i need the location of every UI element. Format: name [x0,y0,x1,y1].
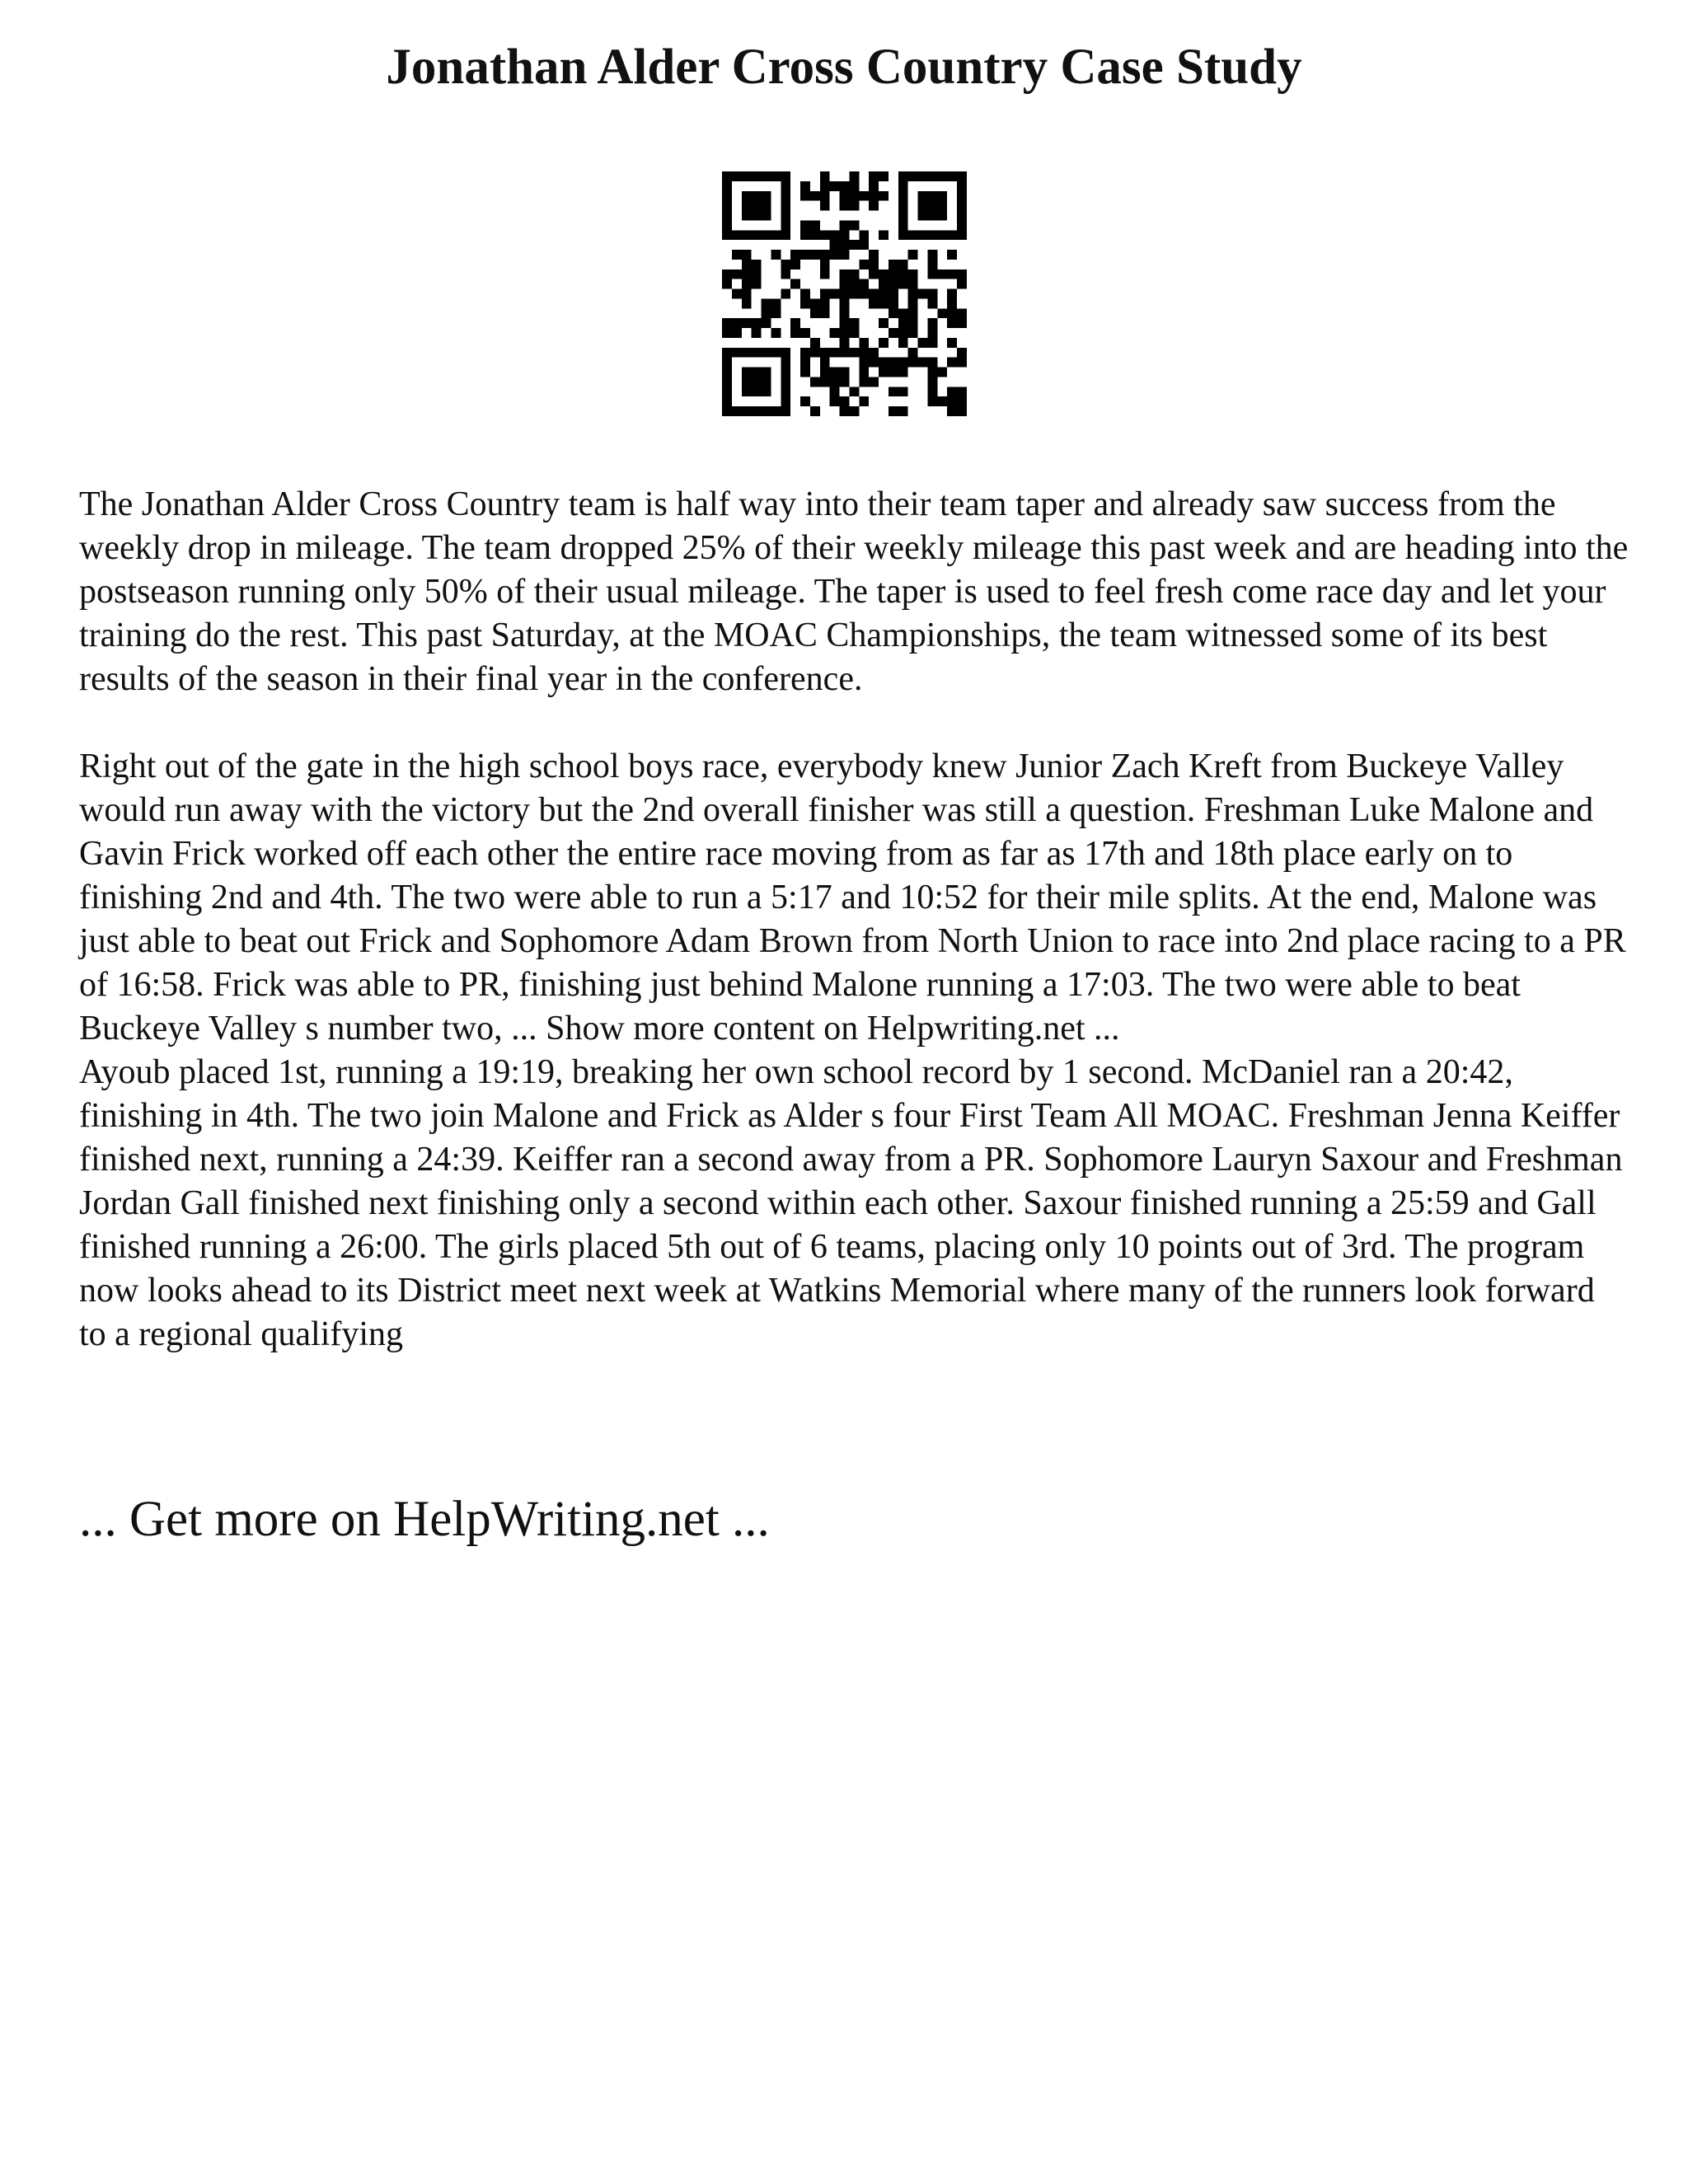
qr-module [820,289,830,299]
qr-module [849,279,859,289]
qr-module [820,269,830,279]
qr-module [800,191,810,201]
qr-module [927,298,937,308]
qr-module [869,191,879,201]
qr-finder-top-right-ring [898,171,967,181]
qr-module [840,240,850,250]
qr-module [918,358,928,368]
qr-module [781,260,790,269]
qr-module [820,358,830,368]
qr-module [957,269,967,279]
qr-module [908,269,918,279]
qr-module [879,191,889,201]
qr-module [800,250,810,260]
qr-module [830,396,840,406]
qr-finder-top-left-ring [722,230,790,240]
qr-module [859,396,869,406]
qr-module [732,269,742,279]
qr-module [722,328,732,338]
qr-module [947,358,957,368]
qr-module [840,230,850,240]
qr-module [830,289,840,299]
qr-module [820,368,830,377]
qr-module [849,171,859,181]
qr-module [732,289,742,299]
qr-module [898,338,908,348]
qr-module [947,289,957,299]
qr-module [889,260,898,269]
qr-module [830,230,840,240]
qr-module [869,377,879,387]
qr-module [937,269,947,279]
qr-code-icon [722,171,967,416]
qr-module [800,220,810,230]
qr-module [898,328,908,338]
qr-module [800,348,810,358]
qr-module [810,338,820,348]
qr-module [762,298,771,308]
qr-module [820,201,830,211]
qr-finder-top-right-ring [957,171,967,240]
qr-module [849,240,859,250]
qr-module [869,269,879,279]
qr-module [859,260,869,269]
qr-module [898,260,908,269]
qr-module [937,368,947,377]
qr-finder-top-left-center [742,191,771,221]
qr-module [859,289,869,299]
qr-module [849,269,859,279]
qr-module [937,308,947,318]
qr-module [781,289,790,299]
qr-module [859,191,869,201]
qr-module [849,201,859,211]
qr-module [898,368,908,377]
qr-module [927,269,937,279]
qr-module [800,289,810,299]
qr-module [810,191,820,201]
qr-module [879,368,889,377]
article-body [79,483,1629,1357]
qr-module [752,269,762,279]
qr-module [771,250,781,260]
qr-module [898,406,908,416]
qr-module [810,308,820,318]
qr-module [947,269,957,279]
qr-module [722,318,732,328]
qr-module [947,396,957,406]
qr-module [810,377,820,387]
qr-module [840,279,850,289]
qr-module [752,260,762,269]
qr-module [889,269,898,279]
qr-module [859,279,869,289]
paragraph-girls-race: Ayoub placed 1st, running a 19:19, breaking her own school record by 1 second. McDaniel ran a 20:42, finishing in 4th. The two join Malone and Frick as Alder s four First Team All MOAC. Freshman Jenna Keiffer finished next, running a 24:39. Keiffer ran a second away from a PR. Sophomore Lauryn Saxour and Freshman Jordan Gall finished next finishing only a second within each other. Saxour finished running a 25:59 and Gall finished running a 26:00. The girls placed 5th out of 6 teams, placing only 10 points out of 3rd. The program now looks ahead to its District meet next week at Watkins Memorial where many of the runners look forward to a regional qualifying [79,1053,1623,1353]
qr-finder-top-right-ring [898,230,967,240]
qr-module [898,387,908,396]
qr-module [840,348,850,358]
qr-module [927,289,937,299]
qr-module [859,240,869,250]
qr-module [742,318,752,328]
qr-finder-bottom-left-ring [781,348,790,416]
qr-module [830,368,840,377]
qr-module [752,279,762,289]
qr-finder-top-right-ring [898,171,908,240]
qr-module [830,387,840,396]
qr-module [927,250,937,260]
qr-module [790,279,800,289]
qr-finder-top-left-ring [722,171,790,181]
qr-module [879,171,889,181]
qr-module [810,406,820,416]
qr-module [732,328,742,338]
qr-module [840,181,850,191]
qr-module [879,289,889,299]
qr-module [800,396,810,406]
qr-module [869,171,879,181]
qr-module [898,358,908,368]
qr-module [889,298,898,308]
qr-module [771,328,781,338]
qr-module [869,201,879,211]
qr-module [830,240,840,250]
qr-module [957,318,967,328]
qr-module [908,289,918,299]
qr-module [879,269,889,279]
helpwriting-link[interactable]: ... Get more on HelpWriting.net ... [79,1492,770,1547]
qr-module [771,298,781,308]
qr-module [781,269,790,279]
qr-module [957,348,967,358]
qr-module [800,181,810,191]
qr-module [898,279,908,289]
qr-module [820,298,830,308]
qr-module [840,201,850,211]
qr-module [879,230,889,240]
qr-module [840,377,850,387]
qr-module [810,348,820,358]
qr-module [879,298,889,308]
qr-module [840,338,850,348]
qr-module [859,338,869,348]
qr-module [742,269,752,279]
qr-module [790,318,800,328]
qr-module [820,260,830,269]
qr-module [908,358,918,368]
qr-module [820,171,830,181]
qr-module [869,348,879,358]
qr-module [908,250,918,260]
qr-module [742,260,752,269]
qr-module [762,318,771,328]
qr-module [869,289,879,299]
qr-module [879,279,889,289]
qr-module [849,289,859,299]
qr-module [869,298,879,308]
qr-module [869,260,879,269]
paragraph-spacer [79,701,1629,745]
qr-module [947,406,957,416]
qr-module [762,308,771,318]
qr-module [849,220,859,230]
qr-module [957,308,967,318]
qr-module [889,328,898,338]
qr-module [927,328,937,338]
qr-module [889,289,898,299]
qr-module [947,250,957,260]
qr-module [879,318,889,328]
qr-module [840,328,850,338]
qr-module [810,250,820,260]
qr-module [859,368,869,377]
qr-module [927,260,937,269]
qr-module [879,358,889,368]
qr-module [918,289,928,299]
qr-module [830,250,840,260]
qr-module [800,358,810,368]
qr-module [732,250,742,260]
qr-module [752,318,762,328]
qr-module [889,358,898,368]
qr-module [840,298,850,308]
qr-module [820,308,830,318]
qr-module [947,387,957,396]
qr-finder-bottom-left-ring [722,406,790,416]
qr-module [800,230,810,240]
qr-module [947,318,957,328]
qr-module [722,269,732,279]
qr-module [927,396,937,406]
qr-module [732,318,742,328]
qr-module [889,387,898,396]
qr-module [830,181,840,191]
qr-module [927,368,937,377]
qr-module [947,308,957,318]
qr-module [869,250,879,260]
paragraph-intro: The Jonathan Alder Cross Country team is half way into their team taper and already saw success from the weekly drop in mileage. The team dropped 25% of their weekly mileage this past week and are heading into the postseason running only 50% of their usual mileage. The taper is used to feel fresh come race day and let your training do the rest. This past Saturday, at the MOAC Championships, the team witnessed some of its best results of the season in their final year in the conference. [79,485,1629,698]
qr-module [859,358,869,368]
qr-module [927,318,937,328]
qr-module [849,406,859,416]
qr-module [889,308,898,318]
qr-module [810,220,820,230]
qr-module [879,338,889,348]
qr-module [840,220,850,230]
qr-module [908,318,918,328]
qr-finder-top-right-center [918,191,948,221]
qr-module [908,308,918,318]
qr-module [869,358,879,368]
qr-module [849,181,859,191]
qr-module [898,318,908,328]
qr-module [742,250,752,260]
qr-finder-top-left-ring [722,171,732,240]
qr-module [908,279,918,289]
qr-module [722,279,732,289]
qr-module [957,396,967,406]
qr-module [927,358,937,368]
qr-module [927,338,937,348]
qr-module [849,318,859,328]
qr-module [849,328,859,338]
qr-module [859,230,869,240]
qr-module [820,230,830,240]
qr-module [957,358,967,368]
qr-module [918,338,928,348]
qr-module [849,348,859,358]
qr-module [820,377,830,387]
qr-module [859,348,869,358]
qr-code-graphic [722,171,967,416]
qr-module [898,308,908,318]
qr-module [889,279,898,289]
qr-module [830,377,840,387]
page-title: Jonathan Alder Cross Country Case Study [386,40,1302,95]
qr-module [830,328,840,338]
qr-module [898,269,908,279]
qr-module [849,387,859,396]
qr-module [840,396,850,406]
qr-module [869,181,879,191]
qr-module [840,318,850,328]
qr-module [908,328,918,338]
qr-module [790,328,800,338]
qr-module [820,181,830,191]
qr-module [800,328,810,338]
qr-module [840,368,850,377]
qr-finder-bottom-left-center [742,368,771,397]
qr-module [937,396,947,406]
qr-module [790,250,800,260]
qr-finder-bottom-left-ring [722,348,732,416]
qr-module [840,289,850,299]
paragraph-boys-race: Right out of the gate in the high school boys race, everybody knew Junior Zach Kreft from Buckeye Valley would run away with the victory but the 2nd overall finisher was still a question. Freshman Luke Malone and Gavin Frick worked off each other the entire race moving from as far as 17th and 18th place early on to finishing 2nd and 4th. The two were able to run a 5:17 and 10:52 for their mile splits. At the end, Malone was just able to beat out Frick and Sophomore Adam Brown from North Union to race into 2nd place racing to a PR of 16:58. Frick was able to PR, finishing just behind Malone running a 17:03. The two were able to beat Buckeye Valley s number two, ... Show more content on Helpwriting.net ... [79,748,1626,1047]
qr-finder-top-left-ring [781,171,790,240]
qr-module [927,387,937,396]
qr-module [820,191,830,201]
qr-module [742,298,752,308]
qr-module [771,308,781,318]
qr-module [957,406,967,416]
qr-module [957,279,967,289]
qr-module [840,250,850,260]
qr-module [947,298,957,308]
qr-module [800,298,810,308]
qr-module [859,377,869,387]
qr-module [820,250,830,260]
qr-module [840,406,850,416]
qr-module [800,368,810,377]
qr-module [820,348,830,358]
qr-module [830,348,840,358]
qr-module [810,298,820,308]
qr-finder-bottom-left-ring [722,348,790,358]
qr-module [742,279,752,289]
qr-module [849,191,859,201]
qr-module [927,377,937,387]
qr-module [840,191,850,201]
qr-module [810,230,820,240]
qr-module [908,298,918,308]
qr-module [840,269,850,279]
qr-module [889,406,898,416]
qr-module [889,368,898,377]
qr-module [742,289,752,299]
qr-module [840,308,850,318]
qr-module [947,338,957,348]
qr-module [957,387,967,396]
qr-module [790,260,800,269]
qr-module [752,328,762,338]
qr-module [908,348,918,358]
